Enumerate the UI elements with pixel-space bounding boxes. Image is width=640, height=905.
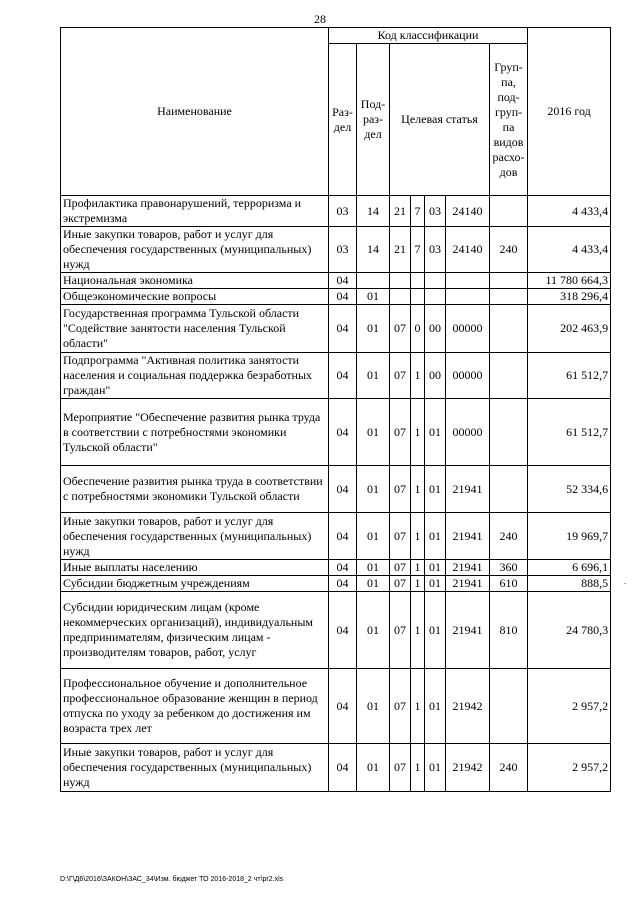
row-razdel: 03 [329, 196, 357, 227]
row-target-program [390, 273, 411, 289]
row-target-program: 07 [390, 399, 411, 466]
row-podrazdel: 01 [357, 592, 390, 669]
row-razdel: 04 [329, 289, 357, 305]
row-expense-group: 810 [490, 592, 528, 669]
row-target-direction [446, 273, 490, 289]
row-razdel: 04 [329, 399, 357, 466]
row-target-direction [446, 289, 490, 305]
row-razdel: 04 [329, 592, 357, 669]
row-target-measure: 00 [425, 353, 446, 399]
table-row [61, 560, 611, 576]
row-razdel: 04 [329, 513, 357, 560]
row-name: Иные закупки товаров, работ и услуг для обеспечения государственных (муниципальных) нужд [61, 513, 329, 560]
row-target-program: 07 [390, 669, 411, 744]
row-target-measure: 03 [425, 196, 446, 227]
header-target-article: Целевая статья [390, 44, 490, 196]
row-target-program: 07 [390, 744, 411, 792]
table-row [61, 513, 611, 560]
row-target-subprogram [411, 273, 425, 289]
page-number: 28 [314, 12, 326, 26]
row-target-direction: 00000 [446, 353, 490, 399]
row-razdel: 04 [329, 560, 357, 576]
row-name: Общеэкономические вопросы [61, 289, 329, 305]
row-target-subprogram: 1 [411, 466, 425, 513]
header-name: Наименование [61, 28, 329, 196]
row-razdel: 04 [329, 576, 357, 592]
row-razdel: 04 [329, 669, 357, 744]
header-classification-code: Код классификации [329, 28, 528, 44]
row-sum: 4 433,4 [528, 227, 611, 273]
row-razdel: 03 [329, 227, 357, 273]
row-name: Подпрограмма "Активная политика занятости населения и социальная поддержка безработных граждан" [61, 353, 329, 399]
row-podrazdel: 01 [357, 560, 390, 576]
row-name: Государственная программа Тульской области "Содействие занятости населения Тульской области" [61, 305, 329, 353]
row-sum: 11 780 664,3 [528, 273, 611, 289]
row-target-program: 07 [390, 513, 411, 560]
row-target-subprogram: 7 [411, 196, 425, 227]
row-sum: 2 957,2 [528, 669, 611, 744]
row-name: Субсидии юридическим лицам (кроме некоммерческих организаций), индивидуальным предпринимателям, физическим лицам - производителям товаров, работ, услуг [61, 592, 329, 669]
row-target-direction: 21942 [446, 744, 490, 792]
row-target-program: 21 [390, 227, 411, 273]
row-sum: 61 512,7 [528, 399, 611, 466]
row-podrazdel: 01 [357, 399, 390, 466]
row-target-direction: 21941 [446, 466, 490, 513]
row-podrazdel: 01 [357, 513, 390, 560]
row-name: Профессиональное обучение и дополнительное профессиональное образование женщин в период отпуска по уходу за ребенком до достижения им возраста трех лет [61, 669, 329, 744]
row-target-direction: 00000 [446, 305, 490, 353]
row-razdel: 04 [329, 744, 357, 792]
table-row [61, 227, 611, 273]
row-expense-group [490, 466, 528, 513]
row-target-measure: 00 [425, 305, 446, 353]
row-name: Обеспечение развития рынка труда в соответствии с потребностями экономики Тульской области [61, 466, 329, 513]
row-target-subprogram: 1 [411, 560, 425, 576]
table-row [61, 305, 611, 353]
row-target-measure [425, 289, 446, 305]
table-row [61, 592, 611, 669]
row-razdel: 04 [329, 305, 357, 353]
row-target-measure: 01 [425, 560, 446, 576]
header-podrazdel: Под- раз- дел [357, 44, 390, 196]
row-target-subprogram: 1 [411, 744, 425, 792]
table-row [61, 289, 611, 305]
row-sum: 318 296,4 [528, 289, 611, 305]
row-expense-group [490, 669, 528, 744]
table-row [61, 273, 611, 289]
row-sum: 24 780,3 [528, 592, 611, 669]
row-podrazdel: 14 [357, 227, 390, 273]
table-row [61, 353, 611, 399]
row-podrazdel: 01 [357, 669, 390, 744]
row-name: Иные выплаты населению [61, 560, 329, 576]
row-podrazdel: 01 [357, 576, 390, 592]
row-sum: 888,5 [528, 576, 611, 592]
row-target-direction: 21941 [446, 592, 490, 669]
row-target-program: 07 [390, 592, 411, 669]
row-razdel: 04 [329, 273, 357, 289]
row-podrazdel [357, 273, 390, 289]
table-row [61, 576, 611, 592]
row-target-program: 07 [390, 576, 411, 592]
row-target-subprogram: 1 [411, 669, 425, 744]
row-target-direction: 21941 [446, 576, 490, 592]
row-podrazdel: 01 [357, 353, 390, 399]
row-target-direction: 21941 [446, 513, 490, 560]
row-expense-group [490, 305, 528, 353]
row-sum: 202 463,9 [528, 305, 611, 353]
row-name: Профилактика правонарушений, терроризма и экстремизма [61, 196, 329, 227]
row-target-direction: 21941 [446, 560, 490, 576]
row-expense-group [490, 353, 528, 399]
row-target-measure: 01 [425, 592, 446, 669]
row-podrazdel: 01 [357, 466, 390, 513]
row-expense-group [490, 289, 528, 305]
row-target-measure [425, 273, 446, 289]
row-podrazdel: 01 [357, 289, 390, 305]
row-target-measure: 01 [425, 669, 446, 744]
row-target-subprogram: 1 [411, 399, 425, 466]
row-target-measure: 03 [425, 227, 446, 273]
row-sum: 61 512,7 [528, 353, 611, 399]
row-target-measure: 01 [425, 466, 446, 513]
row-podrazdel: 14 [357, 196, 390, 227]
row-sum: 2 957,2 [528, 744, 611, 792]
row-sum: 4 433,4 [528, 196, 611, 227]
row-expense-group [490, 196, 528, 227]
row-target-direction: 24140 [446, 196, 490, 227]
row-target-measure: 01 [425, 513, 446, 560]
row-name: Национальная экономика [61, 273, 329, 289]
row-target-measure: 01 [425, 576, 446, 592]
table-row [61, 744, 611, 792]
table-row [61, 399, 611, 466]
row-target-subprogram: 7 [411, 227, 425, 273]
row-target-program: 07 [390, 305, 411, 353]
header-razdel: Раз- дел [329, 44, 357, 196]
row-target-program: 07 [390, 466, 411, 513]
row-expense-group [490, 399, 528, 466]
row-expense-group: 360 [490, 560, 528, 576]
row-target-direction: 24140 [446, 227, 490, 273]
row-target-direction: 21942 [446, 669, 490, 744]
header-year: 2016 год [528, 28, 611, 196]
row-target-program [390, 289, 411, 305]
row-sum: 6 696,1 [528, 560, 611, 576]
table-row [61, 669, 611, 744]
row-target-measure: 01 [425, 744, 446, 792]
row-name: Субсидии бюджетным учреждениям [61, 576, 329, 592]
row-target-direction: 00000 [446, 399, 490, 466]
row-expense-group: 240 [490, 744, 528, 792]
row-target-measure: 01 [425, 399, 446, 466]
row-target-subprogram: 1 [411, 576, 425, 592]
row-razdel: 04 [329, 353, 357, 399]
row-target-subprogram: 1 [411, 592, 425, 669]
row-sum: 19 969,7 [528, 513, 611, 560]
margin-mark: . [624, 577, 626, 586]
row-target-subprogram: 1 [411, 513, 425, 560]
row-sum: 52 334,6 [528, 466, 611, 513]
table-row [61, 466, 611, 513]
row-razdel: 04 [329, 466, 357, 513]
row-expense-group: 240 [490, 227, 528, 273]
row-podrazdel: 01 [357, 305, 390, 353]
budget-table [60, 27, 611, 792]
table-row [61, 196, 611, 227]
row-target-subprogram [411, 289, 425, 305]
header-expense-group: Груп- па, под- груп- па видов расхо- дов [490, 44, 528, 196]
file-path-footer: D:\Г\Д6\2016\ЗАКОН\ЗАС_34\Изм. бюджет ТО 2016-2018_2 чт\pr2.xls [60, 876, 284, 883]
row-target-program: 07 [390, 560, 411, 576]
row-podrazdel: 01 [357, 744, 390, 792]
row-expense-group: 610 [490, 576, 528, 592]
row-name: Мероприятие "Обеспечение развития рынка труда в соответствии с потребностями экономики Тульской области" [61, 399, 329, 466]
row-target-subprogram: 0 [411, 305, 425, 353]
row-name: Иные закупки товаров, работ и услуг для обеспечения государственных (муниципальных) нужд [61, 227, 329, 273]
row-target-subprogram: 1 [411, 353, 425, 399]
row-name: Иные закупки товаров, работ и услуг для обеспечения государственных (муниципальных) нужд [61, 744, 329, 792]
row-expense-group [490, 273, 528, 289]
row-target-program: 07 [390, 353, 411, 399]
row-expense-group: 240 [490, 513, 528, 560]
row-target-program: 21 [390, 196, 411, 227]
table-body [61, 196, 611, 792]
